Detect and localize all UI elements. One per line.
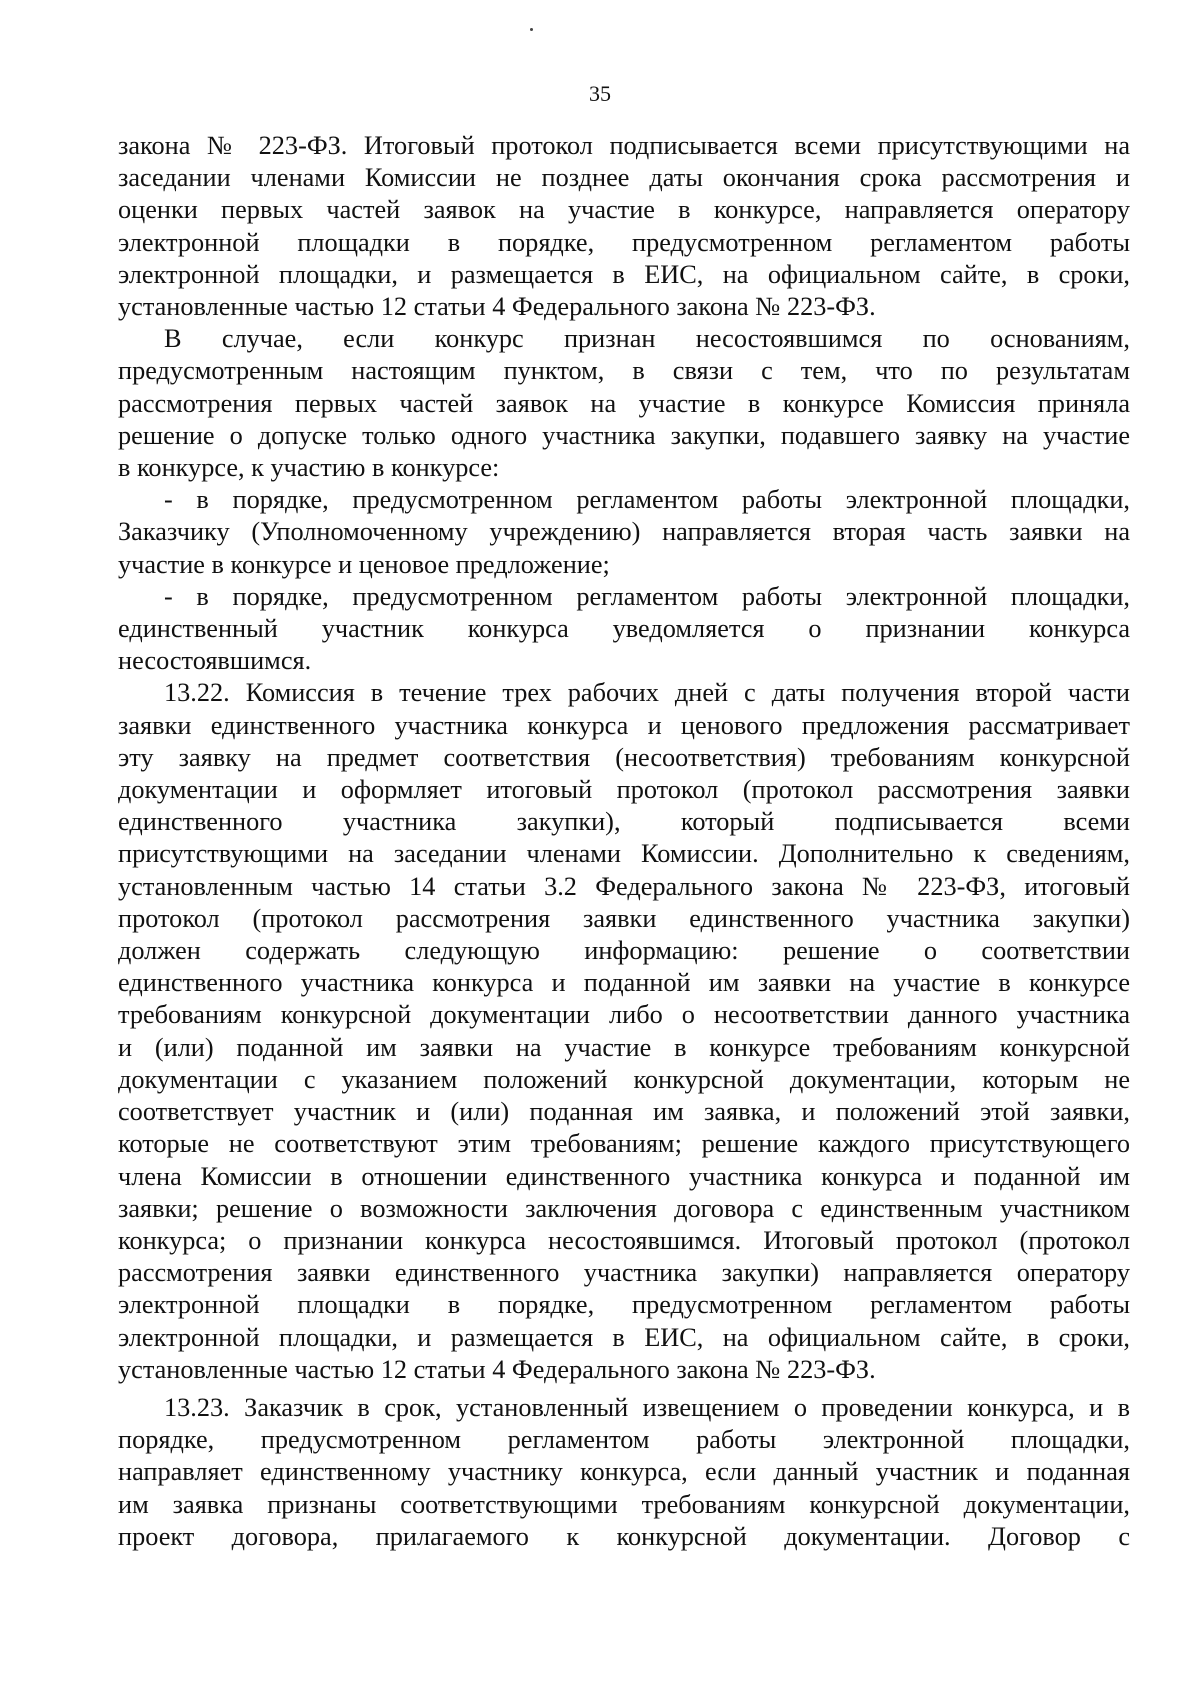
text-line: решение о допуске только одного участника закупки, подавшего заявку на участие bbox=[118, 420, 1130, 450]
text-line: электронной площадки в порядке, предусмотренном регламентом работы bbox=[118, 227, 1130, 257]
paragraph bbox=[118, 323, 1130, 484]
text-line: единственный участник конкурса уведомляется о признании конкурса bbox=[118, 614, 1130, 644]
text-line: несостоявшимся. bbox=[118, 646, 312, 676]
text-line: документации и оформляет итоговый протокол (протокол рассмотрения заявки bbox=[118, 775, 1130, 805]
text-line: присутствующими на заседании членами Комиссии. Дополнительно к сведениям, bbox=[118, 839, 1130, 869]
text-line: в конкурсе, к участию в конкурсе: bbox=[118, 453, 500, 483]
text-line: - в порядке, предусмотренном регламентом работы электронной площадки, bbox=[164, 485, 1130, 515]
text-line: требованиям конкурсной документации либо о несоответствии данного участника bbox=[118, 1000, 1130, 1030]
text-line: соответствует участник и (или) поданная им заявка, и положений этой заявки, bbox=[118, 1097, 1130, 1127]
text-line: порядке, предусмотренном регламентом работы электронной площадки, bbox=[118, 1425, 1130, 1455]
text-line: В случае, если конкурс признан несостоявшимся по основаниям, bbox=[164, 324, 1130, 354]
text-line: которые не соответствуют этим требованиям; решение каждого присутствующего bbox=[118, 1129, 1130, 1159]
text-line: рассмотрения заявки единственного участника закупки) направляется оператору bbox=[118, 1258, 1130, 1288]
text-line: конкурса; о признании конкурса несостоявшимся. Итоговый протокол (протокол bbox=[118, 1225, 1130, 1255]
text-line: электронной площадки, и размещается в ЕИС, на официальном сайте, в сроки, bbox=[118, 259, 1130, 289]
text-line: заседании членами Комиссии не позднее даты окончания срока рассмотрения и bbox=[118, 163, 1130, 193]
text-line: протокол (протокол рассмотрения заявки единственного участника закупки) bbox=[118, 903, 1130, 933]
text-line: члена Комиссии в отношении единственного участника конкурса и поданной им bbox=[118, 1161, 1130, 1191]
text-line: установленные частью 12 статьи 4 Федерального закона № 223-ФЗ. bbox=[118, 1354, 876, 1384]
text-line: электронной площадки, и размещается в ЕИС, на официальном сайте, в сроки, bbox=[118, 1322, 1130, 1352]
paragraph bbox=[118, 581, 1130, 678]
page-number: 35 bbox=[589, 81, 611, 106]
document-body bbox=[118, 130, 1130, 1553]
text-line: 13.23. Заказчик в срок, установленный извещением о проведении конкурса, и в bbox=[164, 1392, 1130, 1422]
text-line: участие в конкурсе и ценовое предложение; bbox=[118, 549, 610, 579]
text-line: - в порядке, предусмотренном регламентом работы электронной площадки, bbox=[164, 581, 1130, 611]
text-line: предусмотренным настоящим пунктом, в связи с тем, что по результатам bbox=[118, 356, 1130, 386]
text-line: 13.22. Комиссия в течение трех рабочих дней с даты получения второй части bbox=[164, 678, 1130, 708]
paragraph bbox=[118, 677, 1130, 1385]
text-line: Заказчику (Уполномоченному учреждению) направляется вторая часть заявки на bbox=[118, 517, 1130, 547]
text-line: электронной площадки в порядке, предусмотренном регламентом работы bbox=[118, 1290, 1130, 1320]
text-line: заявки; решение о возможности заключения договора с единственным участником bbox=[118, 1193, 1130, 1223]
text-line: установленные частью 12 статьи 4 Федерального закона № 223-ФЗ. bbox=[118, 292, 876, 322]
text-line: рассмотрения первых частей заявок на участие в конкурсе Комиссия приняла bbox=[118, 388, 1130, 418]
text-line: установленным частью 14 статьи 3.2 Федерального закона № 223-ФЗ, итоговый bbox=[118, 871, 1130, 901]
text-line: проект договора, прилагаемого к конкурсной документации. Договор с bbox=[118, 1521, 1130, 1551]
text-line: единственного участника конкурса и поданной им заявки на участие в конкурсе bbox=[118, 968, 1130, 998]
paragraph bbox=[118, 130, 1130, 323]
text-line: и (или) поданной им заявки на участие в конкурсе требованиям конкурсной bbox=[118, 1032, 1130, 1062]
text-line: заявки единственного участника конкурса и ценового предложения рассматривает bbox=[118, 710, 1130, 740]
text-line: документации с указанием положений конкурсной документации, которым не bbox=[118, 1064, 1130, 1094]
text-line: оценки первых частей заявок на участие в конкурсе, направляется оператору bbox=[118, 195, 1130, 225]
text-line: закона № 223-ФЗ. Итоговый протокол подписывается всеми присутствующими на bbox=[118, 131, 1130, 160]
scan-artifact-dot bbox=[530, 28, 533, 31]
text-line: им заявка признаны соответствующими требованиям конкурсной документации, bbox=[118, 1489, 1130, 1519]
paragraph bbox=[118, 1392, 1130, 1553]
paragraph bbox=[118, 484, 1130, 581]
text-line: должен содержать следующую информацию: решение о соответствии bbox=[118, 936, 1130, 966]
text-line: единственного участника закупки), который подписывается всеми bbox=[118, 807, 1130, 837]
text-line: эту заявку на предмет соответствия (несоответствия) требованиям конкурсной bbox=[118, 742, 1130, 772]
text-line: направляет единственному участнику конкурса, если данный участник и поданная bbox=[118, 1457, 1130, 1487]
